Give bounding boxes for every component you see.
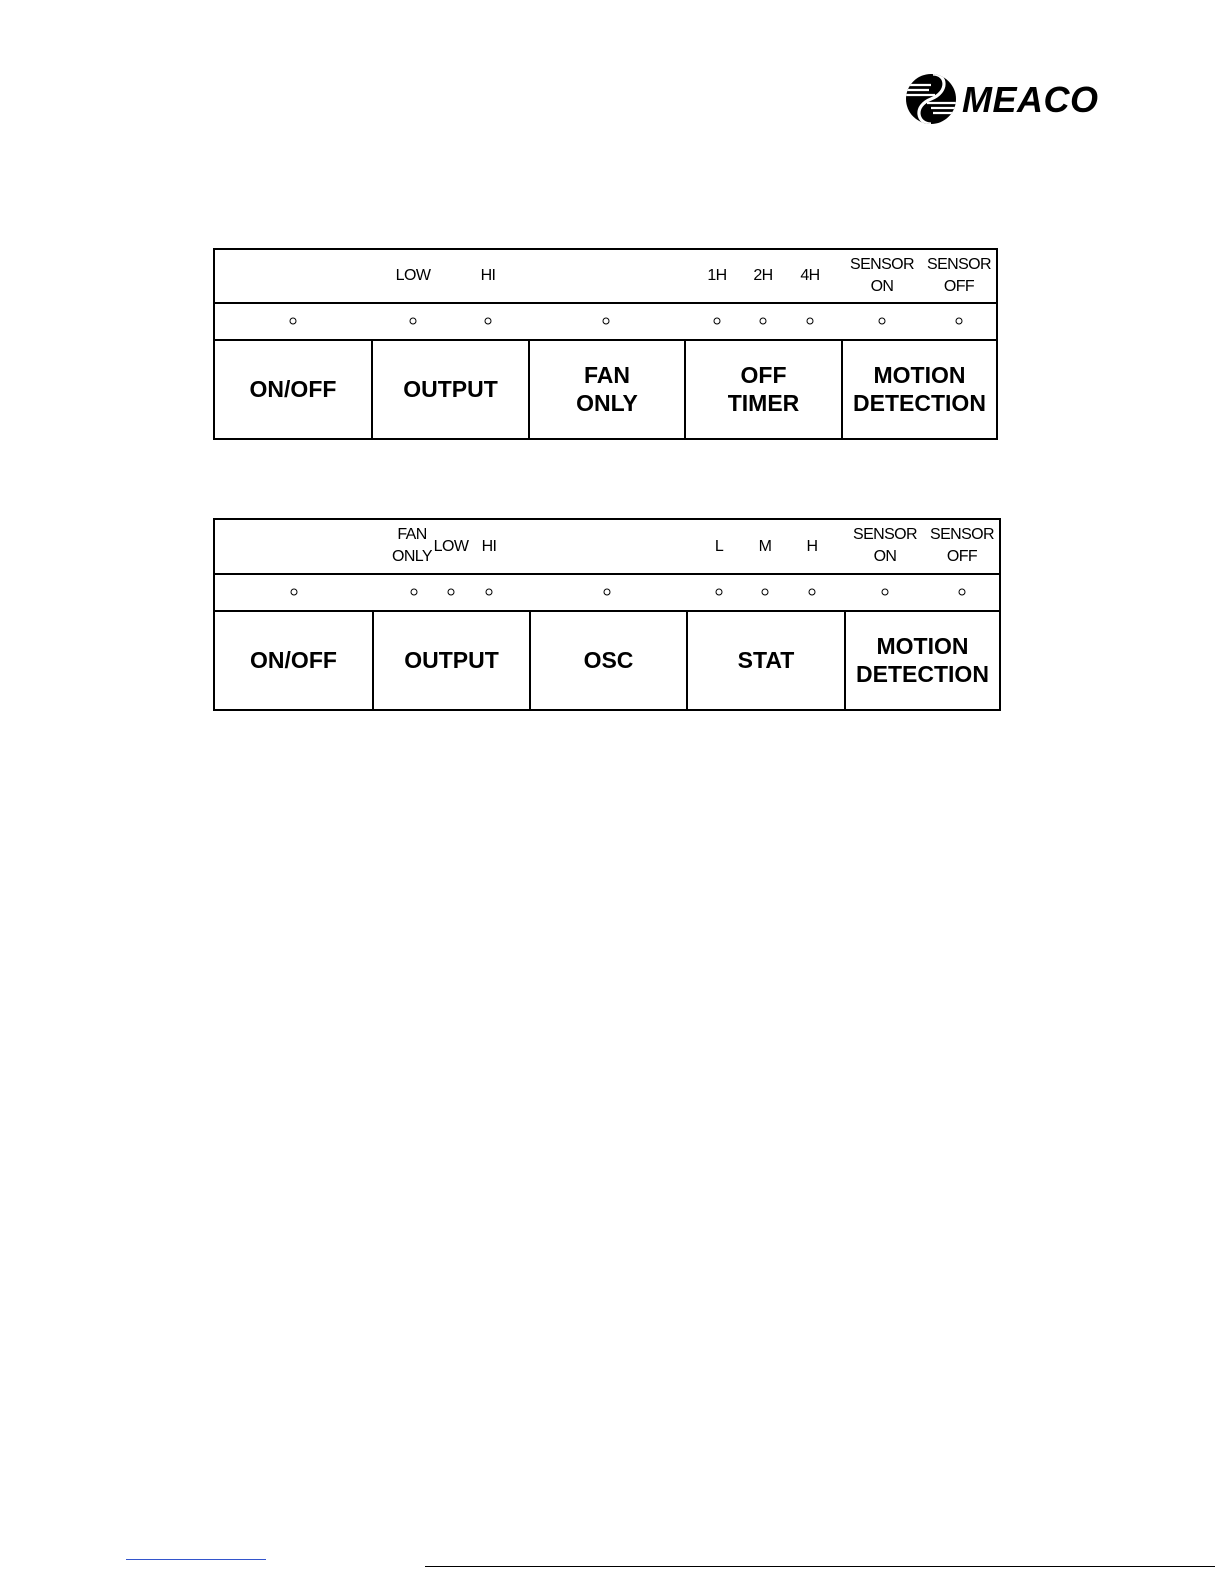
led-2h [760,318,767,325]
led-h [809,589,816,596]
led-1h [714,318,721,325]
indicator-label-sensor-on: SENSOR ON [853,526,917,565]
stat-button[interactable]: STAT [686,610,844,709]
indicator-label-1h: 1H [707,267,727,284]
indicator-label-row [215,520,999,575]
control-panel-2 [213,518,1001,711]
footer-link-underline [126,1559,266,1560]
led-m [762,589,769,596]
brand-name: MEACO [962,79,1099,120]
indicator-label-m: M [758,538,772,555]
led-low [448,589,455,596]
indicator-label-2h: 2H [753,267,773,284]
button-row [215,610,999,709]
button-row [215,339,996,438]
control-panel-1 [213,248,998,440]
indicator-label-hi: HI [481,538,497,555]
indicator-led-row [215,573,999,612]
output-button[interactable]: OUTPUT [372,610,529,709]
indicator-led-row [215,302,996,341]
led-l [716,589,723,596]
led-4h [807,318,814,325]
indicator-label-h: H [806,538,818,555]
led-osc [604,589,611,596]
led-low [410,318,417,325]
led-fan-only [411,589,418,596]
meaco-logo [905,72,1105,126]
led-hi [485,318,492,325]
fan-only-button[interactable]: FAN ONLY [528,339,684,438]
on-off-button[interactable]: ON/OFF [249,375,337,402]
on-off-button[interactable]: ON/OFF [250,646,337,673]
indicator-label-l: L [714,538,724,555]
led-sensor-on [879,318,886,325]
indicator-label-sensor-on: SENSOR ON [850,256,914,295]
meaco-logo-icon [905,72,959,126]
motion-detection-button[interactable]: MOTION DETECTION [841,339,996,438]
footer-rule [425,1566,1215,1567]
led-sensor-off [959,589,966,596]
led-on-off [291,589,298,596]
indicator-label-row [215,250,996,304]
motion-detection-button[interactable]: MOTION DETECTION [844,610,999,709]
osc-button[interactable]: OSC [529,610,686,709]
indicator-label-sensor-off: SENSOR OFF [930,526,994,565]
indicator-label-hi: HI [480,267,496,284]
led-hi [486,589,493,596]
led-sensor-off [956,318,963,325]
indicator-label-low: LOW [395,267,431,284]
indicator-label-4h: 4H [800,267,820,284]
indicator-label-fan-only: FAN ONLY [392,526,432,565]
indicator-label-sensor-off: SENSOR OFF [927,256,991,295]
led-on-off [290,318,297,325]
led-sensor-on [882,589,889,596]
off-timer-button[interactable]: OFF TIMER [684,339,841,438]
output-button[interactable]: OUTPUT [371,339,528,438]
led-fan-only [603,318,610,325]
indicator-label-low: LOW [433,538,469,555]
